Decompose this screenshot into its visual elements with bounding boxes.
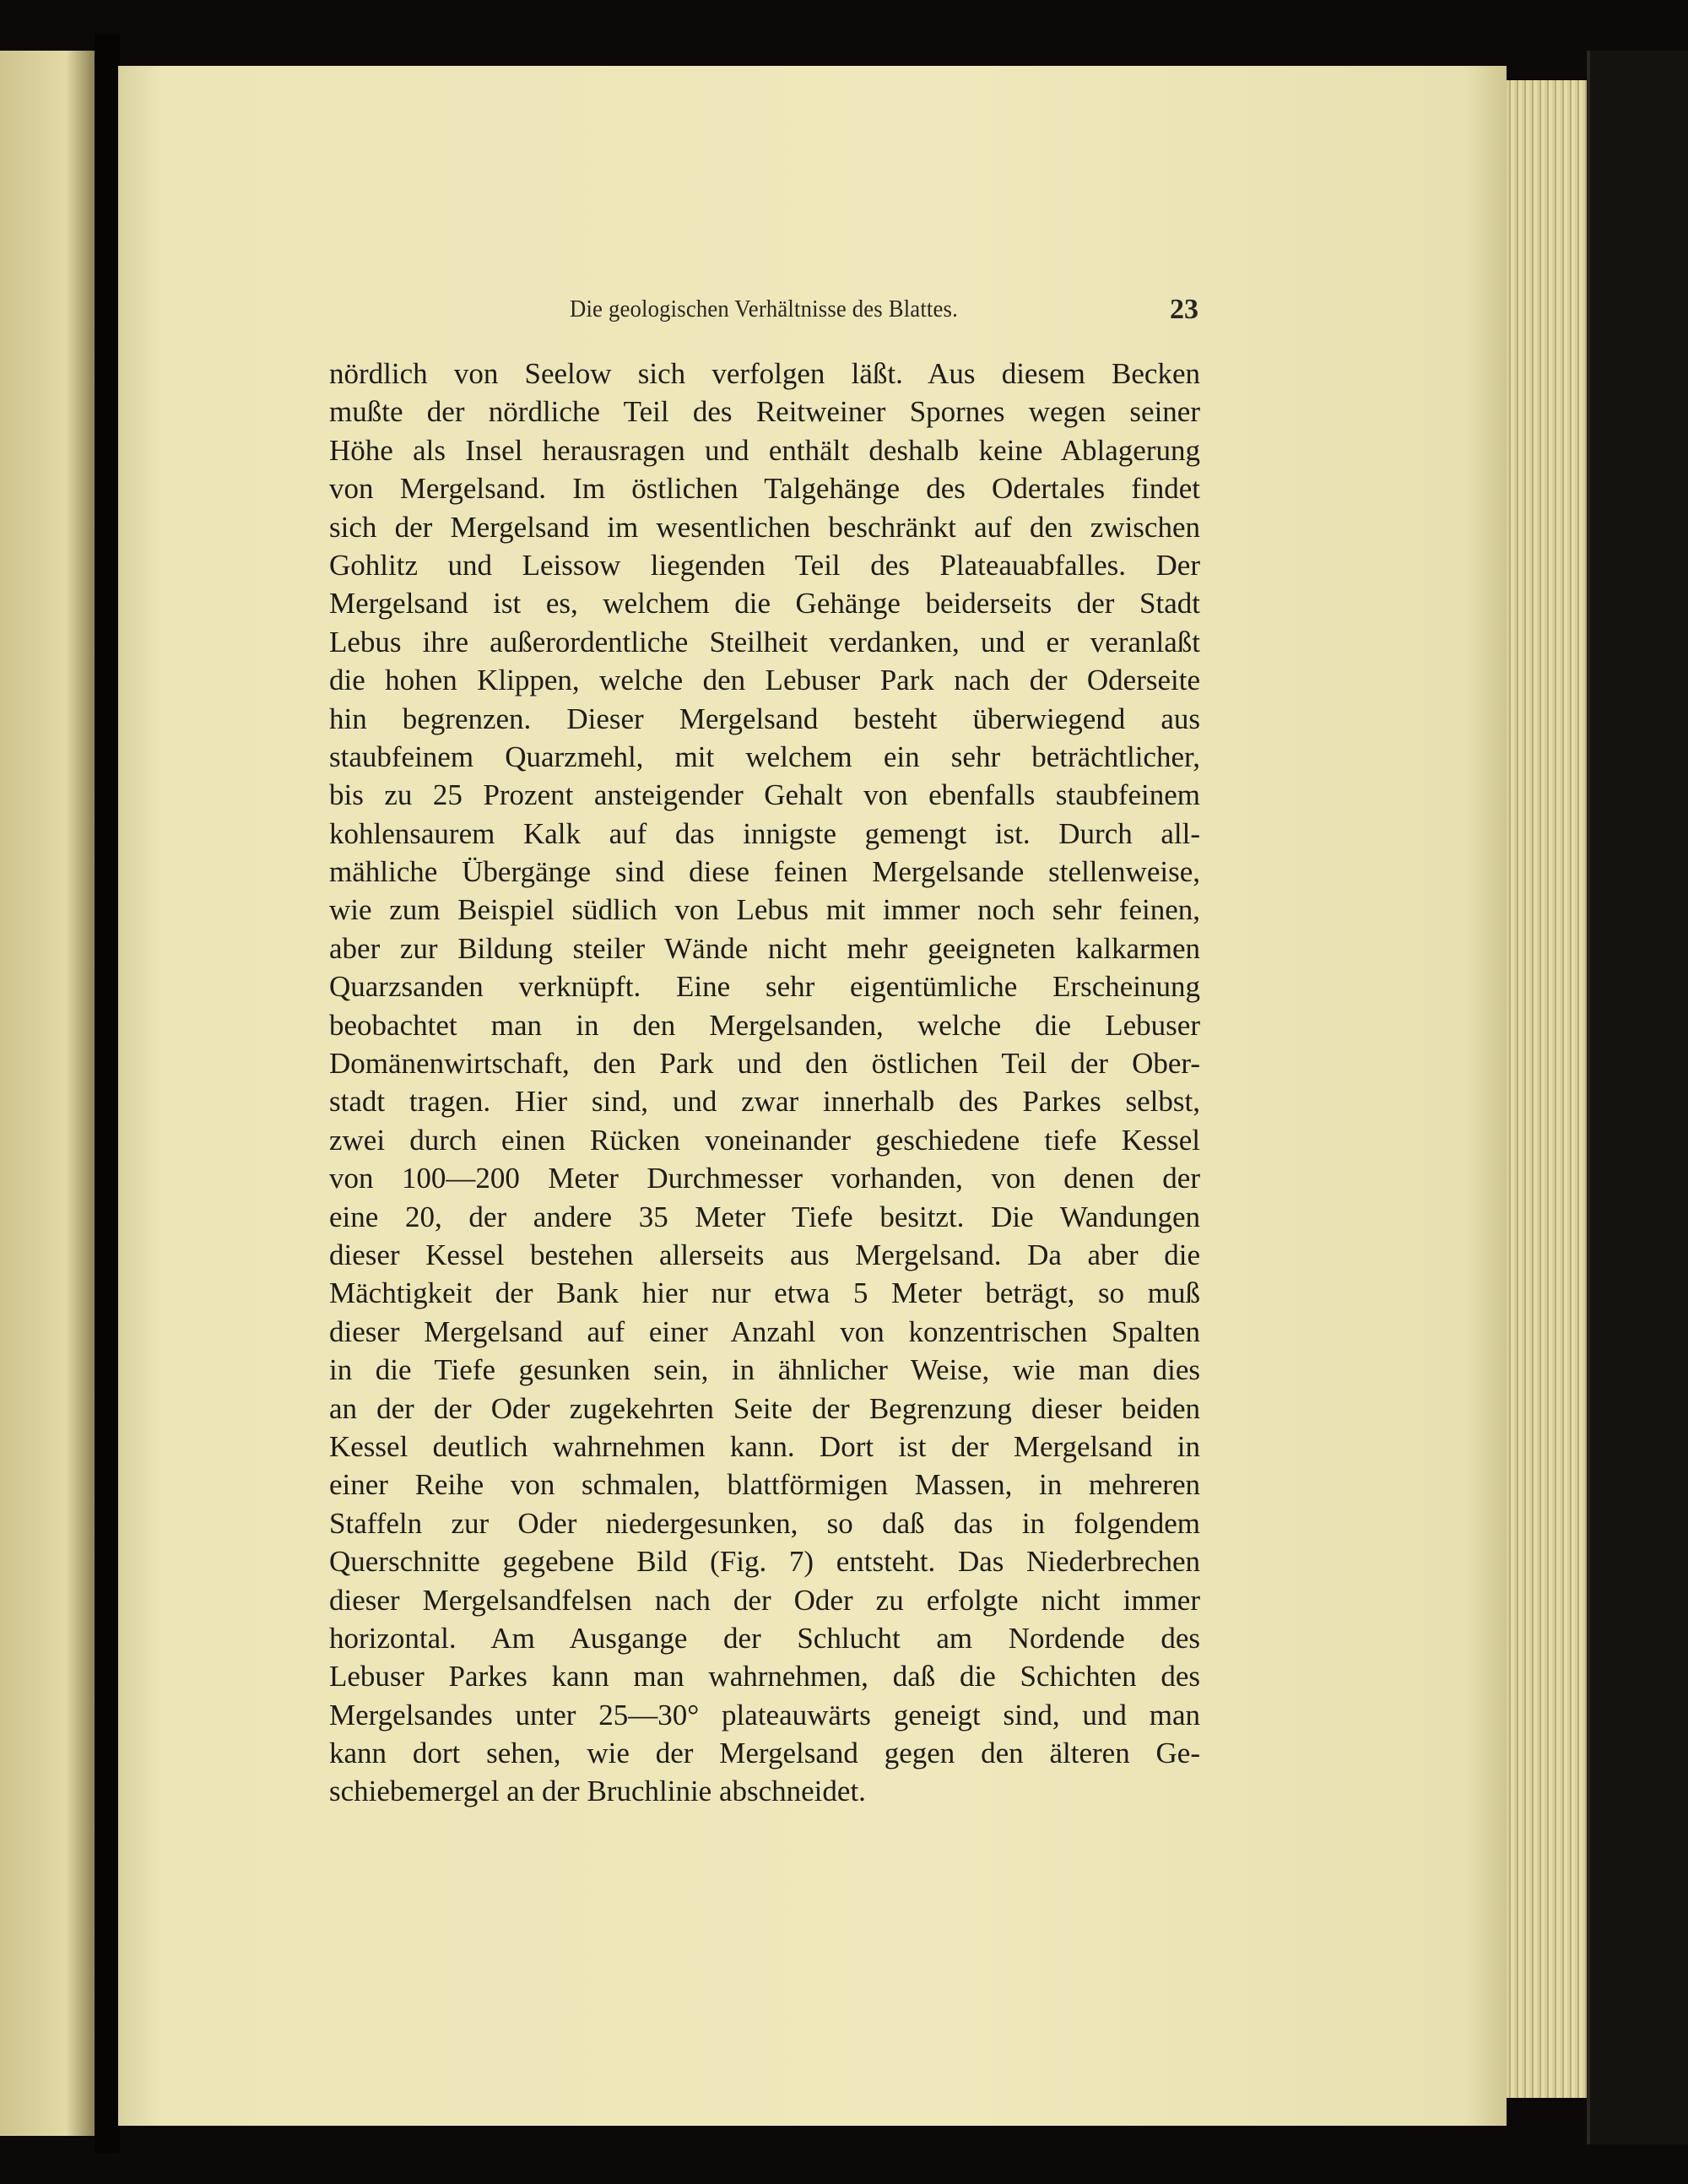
text-line: zwei durch einen Rücken voneinander geschiedene tiefe Kessel: [329, 1123, 1200, 1157]
book-gutter: [95, 34, 120, 2153]
text-line: Quarzsanden verknüpft. Eine sehr eigentümliche Erscheinung: [329, 970, 1200, 1004]
page-number: 23: [1170, 294, 1198, 325]
facing-page-edge: [0, 51, 95, 2136]
text-line: hin begrenzen. Dieser Mergelsand besteht überwiegend aus: [329, 702, 1200, 735]
text-line: von Mergelsand. Im östlichen Talgehänge des Odertales findet: [329, 472, 1200, 506]
text-line: die hohen Klippen, welche den Lebuser Park nach der Oderseite: [329, 664, 1200, 697]
text-line: aber zur Bildung steiler Wände nicht mehr geeigneten kalkarmen: [329, 931, 1200, 965]
text-line: beobachtet man in den Mergelsanden, welche die Lebuser: [329, 1008, 1200, 1042]
text-line: wie zum Beispiel südlich von Lebus mit immer noch sehr feinen,: [329, 893, 1200, 927]
text-line: kann dort sehen, wie der Mergelsand gegen den älteren Ge-: [329, 1737, 1200, 1770]
text-line: von 100—200 Meter Durchmesser vorhanden, von denen der: [329, 1162, 1200, 1195]
text-line: stadt tragen. Hier sind, und zwar innerhalb des Parkes selbst,: [329, 1085, 1200, 1119]
text-line: Lebus ihre außerordentliche Steilheit verdanken, und er veranlaßt: [329, 625, 1200, 658]
text-line: einer Reihe von schmalen, blattförmigen Massen, in mehreren: [329, 1468, 1200, 1502]
text-line: in die Tiefe gesunken sein, in ähnlicher Weise, wie man dies: [329, 1353, 1200, 1387]
text-line: Staffeln zur Oder niedergesunken, so daß das in folgendem: [329, 1506, 1200, 1540]
book-cover: [1587, 51, 1688, 2144]
text-line: nördlich von Seelow sich verfolgen läßt. Aus diesem Becken: [329, 357, 1200, 390]
text-line: horizontal. Am Ausgange der Schlucht am Nordende des: [329, 1621, 1200, 1655]
text-line: Gohlitz und Leissow liegenden Teil des Plateauabfalles. Der: [329, 548, 1200, 582]
page-header: [329, 295, 1198, 333]
text-line: eine 20, der andere 35 Meter Tiefe besitzt. Die Wandungen: [329, 1200, 1200, 1233]
text-line: bis zu 25 Prozent ansteigender Gehalt von ebenfalls staubfeinem: [329, 778, 1200, 812]
text-line: Höhe als Insel herausragen und enthält deshalb keine Ablagerung: [329, 433, 1200, 467]
text-line: mußte der nördliche Teil des Reitweiner Spornes wegen seiner: [329, 395, 1200, 429]
text-line: kohlensaurem Kalk auf das innigste gemengt ist. Durch all-: [329, 816, 1200, 850]
page-stack-edges: [1507, 80, 1587, 2098]
text-line: dieser Mergelsand auf einer Anzahl von konzentrischen Spalten: [329, 1314, 1200, 1348]
text-line: Kessel deutlich wahrnehmen kann. Dort ist der Mergelsand in: [329, 1429, 1200, 1463]
text-line: Domänenwirtschaft, den Park und den östlichen Teil der Ober-: [329, 1047, 1200, 1081]
text-line: mähliche Übergänge sind diese feinen Mergelsande stellenweise,: [329, 855, 1200, 889]
text-line: dieser Mergelsandfelsen nach der Oder zu erfolgte nicht immer: [329, 1583, 1200, 1617]
text-line: Mergelsand ist es, welchem die Gehänge beiderseits der Stadt: [329, 587, 1200, 621]
body-text: [329, 355, 1200, 1811]
text-line: staubfeinem Quarzmehl, mit welchem ein sehr beträchtlicher,: [329, 740, 1200, 773]
text-line: dieser Kessel bestehen allerseits aus Mergelsand. Da aber die: [329, 1238, 1200, 1271]
running-title: Die geologischen Verhältnisse des Blattes.: [570, 295, 958, 322]
text-line: sich der Mergelsand im wesentlichen beschränkt auf den zwischen: [329, 510, 1200, 544]
text-line: schiebemergel an der Bruchlinie abschneidet.: [329, 1775, 866, 1808]
text-line: Mergelsandes unter 25—30° plateauwärts geneigt sind, und man: [329, 1698, 1200, 1731]
text-line: Mächtigkeit der Bank hier nur etwa 5 Meter beträgt, so muß: [329, 1276, 1200, 1310]
text-line: Querschnitte gegebene Bild (Fig. 7) entsteht. Das Niederbrechen: [329, 1545, 1200, 1579]
text-line: Lebuser Parkes kann man wahrnehmen, daß die Schichten des: [329, 1660, 1200, 1694]
text-line: an der der Oder zugekehrten Seite der Begrenzung dieser beiden: [329, 1391, 1200, 1425]
